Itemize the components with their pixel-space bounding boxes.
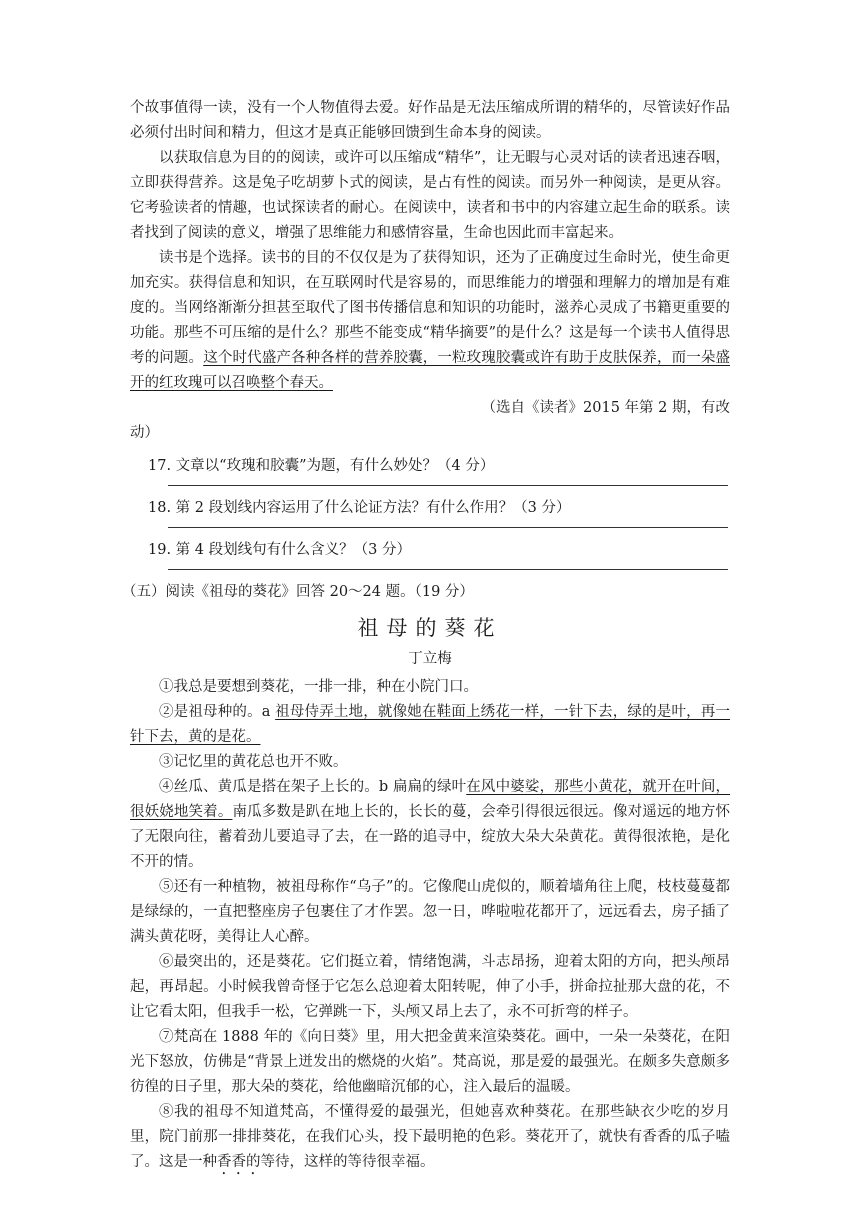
emphasis-dotted-word: 香香的 (217, 1154, 261, 1170)
essay-source: （选自《读者》2015 年第 2 期，有改 (481, 400, 730, 416)
article-paragraph-4 (130, 775, 730, 875)
article-paragraph-6: ⑥最突出的，还是葵花。它们挺立着，情绪饱满，斗志昂扬，迎着太阳的方向，把头颅昂起，再昂起。小时候我曾奇怪于它怎么总迎着太阳转呢，伸了小手，拼命拉扯那大盘的花，不让它看太阳，但我手一松，它弹跳一下，头颅又昂上去了，永不可折弯的样子。 (130, 954, 730, 1020)
essay-source-tail: 动） (130, 425, 159, 441)
article-paragraph-1: ①我总是要想到葵花，一排一排，种在小院门口。 (159, 679, 478, 695)
underlined-sentence-b: 在风中婆娑，那些小黄花，就开在叶间，很妖娆地笑着。 (130, 779, 730, 820)
article-paragraph-7: ⑦梵高在 1888 年的《向日葵》里，用大把金黄来渲染葵花。画中，一朵一朵葵花，在阳光下怒放，仿佛是“背景上迸发出的燃烧的火焰”。梵高说，那是爱的最强光。在颇多失意颇多彷徨的日子里，那大朵的葵花，给他幽暗沉郁的心，注入最后的温暖。 (130, 1029, 730, 1095)
answer-line-18[interactable] (168, 527, 728, 528)
article-paragraph-5: ⑤还有一种植物，被祖母称作“乌子”的。它像爬山虎似的，顺着墙角往上爬，枝枝蔓蔓都是绿绿的，一直把整座房子包裹住了才作罢。忽一日，哗啦啦花都开了，远远看去，房子插了满头黄花呀，美得让人心醉。 (130, 879, 730, 945)
essay-underlined-sentence: 这个时代盛产各种各样的营养胶囊，一粒玫瑰胶囊或许有助于皮肤保养，而一朵盛开的红玫瑰可以召唤整个春天。 (130, 350, 730, 391)
article-paragraph-8 (130, 1100, 730, 1178)
article-author: 丁立梅 (408, 651, 452, 667)
essay-paragraph-3-text: 读书是个选择。读书的目的不仅仅是为了获得知识，还为了正确度过生命时光，使生命更加充实。获得信息和知识，在互联网时代是容易的，而思维能力的增强和理解力的增加是有难度的。当网络渐渐分担甚至取代了图书传播信息和知识的功能时，滋养心灵成了书籍更重要的功能。那些不可压缩的是什么？那些不能变成“精华摘要”的是什么？这是每一个读书人值得思考的问题。 (130, 250, 730, 366)
article-paragraph-8-text: ⑧我的祖母不知道梵高，不懂得爱的最强光，但她喜欢种葵花。在那些缺衣少吃的岁月里，院门前那一排排葵花，在我们心头，投下最明艳的色彩。葵花开了，就快有香香的瓜子嗑了。这是一种 (130, 1104, 730, 1170)
article-paragraph-4-rest: 南瓜多数是趴在地上长的，长长的蔓，会牵引得很远很远。像对遥远的地方怀了无限向往，蓄着劲儿要追寻了去，在一路的追寻中，绽放大朵大朵黄花。黄得很浓艳，是化不开的情。 (130, 804, 731, 870)
question-18: 18. 第 2 段划线内容运用了什么论证方法？有什么作用？（3 分） (148, 500, 571, 516)
article-title: 祖母的葵花 (357, 616, 503, 640)
article-paragraph-2-text: ②是祖母种的。a (159, 704, 276, 720)
underlined-sentence-a: 祖母侍弄土地，就像她在鞋面上绣花一样，一针下去，绿的是叶，再一针下去，黄的是花。 (130, 704, 730, 745)
article-paragraph-2 (130, 700, 730, 750)
article-paragraph-8-rest: 等待，这样的等待很幸福。 (260, 1154, 435, 1170)
answer-line-17[interactable] (168, 485, 728, 486)
section-5-heading: （五）阅读《祖母的葵花》回答 20～24 题。（19 分） (122, 584, 474, 600)
article-paragraph-4-text: ④丝瓜、黄瓜是搭在架子上长的。b 扁扁的绿叶 (159, 779, 467, 795)
question-17: 17. 文章以“玫瑰和胶囊”为题，有什么妙处？（4 分） (148, 458, 495, 474)
question-19: 19. 第 4 段划线句有什么含义？（3 分） (148, 542, 411, 558)
essay-paragraph-3 (130, 246, 730, 396)
answer-line-19[interactable] (168, 569, 728, 570)
article-paragraph-3: ③记忆里的黄花总也开不败。 (159, 754, 348, 770)
essay-paragraph-2: 以获取信息为目的的阅读，或许可以压缩成“精华”，让无暇与心灵对话的读者迅速吞咽，立即获得营养。这是兔子吃胡萝卜式的阅读，是占有性的阅读。而另外一种阅读，是更从容。它考验读者的情趣，也试探读者的耐心。在阅读中，读者和书中的内容建立起生命的联系。读者找到了阅读的意义，增强了思维能力和感情容量，生命也因此而丰富起来。 (130, 150, 730, 241)
essay-paragraph-1: 个故事值得一读，没有一个人物值得去爱。好作品是无法压缩成所谓的精华的，尽管读好作品必须付出时间和精力，但这才是真正能够回馈到生命本身的阅读。 (130, 100, 730, 141)
